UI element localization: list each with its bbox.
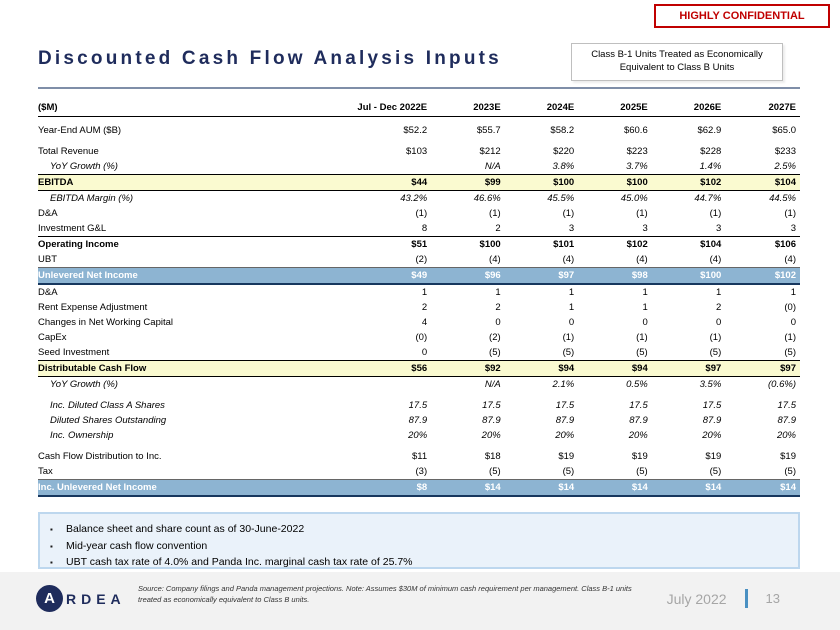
table-row [38,117,800,139]
table-row [38,443,800,464]
page-title: Discounted Cash Flow Analysis Inputs [38,48,502,69]
cell-value: 44.5% [769,193,796,204]
table-row [38,300,800,315]
cell-value: $51 [259,237,431,253]
logo-circle-icon: A [36,585,63,612]
row-label: Operating Income [38,237,259,253]
row-label: Rent Expense Adjustment [38,302,148,313]
cell-value: 17.5 [408,400,428,411]
cell-value: 44.7% [694,193,722,204]
cell-value: $96 [431,268,505,285]
cell-value: (1) [562,208,575,219]
column-header: Jul - Dec 2022E [259,100,431,117]
table-header-row [38,100,800,117]
cell-value: 17.5 [629,400,648,411]
note-item: ▪ Mid-year cash flow convention [66,538,798,555]
cell-value: (1) [784,332,796,343]
row-label: Diluted Shares Outstanding [50,415,167,426]
row-label: Year-End AUM ($B) [38,125,122,136]
cell-value: 0 [715,317,722,328]
cell-value: 0 [790,317,796,328]
cell-value: 1 [421,287,428,298]
title-divider [38,87,800,89]
cell-value: $19 [780,451,796,462]
cell-value: 3.5% [699,379,722,390]
cell-value: (2) [489,332,501,343]
cell-value: $94 [578,361,652,377]
table-body [38,117,800,497]
row-label: YoY Growth (%) [50,161,118,172]
cell-value: (5) [562,347,575,358]
row-label: D&A [38,287,58,298]
cell-value: (5) [489,347,501,358]
cell-value: $14 [578,480,652,497]
cell-value: 3.7% [626,161,648,172]
cell-value: 20% [408,430,428,441]
cell-value: 3 [715,223,722,234]
cell-value: (4) [784,254,796,265]
cell-value: $58.2 [550,125,575,136]
table-row [38,428,800,443]
cell-value: (5) [709,347,722,358]
row-label: CapEx [38,332,67,343]
row-label: Tax [38,466,53,477]
cell-value: $14 [505,480,579,497]
cell-value: 2 [715,302,722,313]
cell-value: 1 [715,287,722,298]
cell-value: $223 [626,146,648,157]
cell-value: (1) [709,332,722,343]
cell-value: 1 [568,302,575,313]
column-header: 2024E [505,100,579,117]
cell-value: (3) [415,466,428,477]
cell-value: 46.6% [473,193,501,204]
cell-value: 45.0% [620,193,648,204]
cell-value: $49 [259,268,431,285]
cell-value: 2 [495,302,501,313]
table-row [38,138,800,159]
cell-value: 20% [776,430,796,441]
dcf-table [38,100,800,497]
cell-value [259,377,431,393]
row-label: EBITDA Margin (%) [50,193,134,204]
footer-right [667,589,780,608]
cell-value [259,159,431,175]
cell-value: (1) [562,332,575,343]
cell-value: 87.9 [629,415,648,426]
page-number: 13 [765,591,780,606]
cell-value: 20% [628,430,648,441]
table-row [38,315,800,330]
row-label: Inc. Unlevered Net Income [38,480,259,497]
cell-value: $99 [431,175,505,191]
column-header: 2023E [431,100,505,117]
cell-value: 17.5 [555,400,575,411]
cell-value: 8 [421,223,428,234]
cell-value: 0 [421,347,428,358]
cell-value: $102 [578,237,652,253]
cell-value: (0) [784,302,796,313]
cell-value: 1.4% [699,161,722,172]
cell-value: 4 [421,317,428,328]
cell-value: (4) [562,254,575,265]
row-label: Distributable Cash Flow [38,361,259,377]
table-row [38,268,800,285]
cell-value: 0 [642,317,648,328]
cell-value: 0.5% [626,379,648,390]
row-label: Total Revenue [38,146,99,157]
cell-value: $19 [558,451,575,462]
notes-box [38,512,800,569]
cell-value: 87.9 [777,415,796,426]
cell-value: $92 [431,361,505,377]
cell-value: 17.5 [702,400,722,411]
table-row [38,480,800,497]
cell-value: $19 [631,451,648,462]
logo-wordmark: RDEA [66,590,126,607]
column-header: 2027E [725,100,800,117]
cell-value: $62.9 [697,125,722,136]
cell-value: $44 [259,175,431,191]
cell-value: $106 [725,237,800,253]
cell-value: 1 [790,287,796,298]
ardea-logo [36,585,126,612]
cell-value: $8 [259,480,431,497]
column-header: 2026E [652,100,726,117]
cell-value: $103 [406,146,428,157]
table-row [38,206,800,221]
cell-value: $14 [652,480,726,497]
cell-value: $228 [700,146,722,157]
row-label: Cash Flow Distribution to Inc. [38,451,162,462]
cell-value: $212 [479,146,501,157]
cell-value: $19 [705,451,722,462]
table-row [38,159,800,175]
cell-value: $100 [652,268,726,285]
cell-value: $100 [431,237,505,253]
cell-value: $18 [484,451,501,462]
confidential-badge: HIGHLY CONFIDENTIAL [654,4,830,28]
cell-value: (1) [489,208,501,219]
footer-divider-bar [745,589,748,608]
cell-value: 2.5% [774,161,796,172]
cell-value: 20% [481,430,501,441]
cell-value: 1 [642,287,648,298]
callout-box: Class B-1 Units Treated as Economically Equivalent to Class B Units [571,43,783,81]
cell-value: (1) [709,208,722,219]
cell-value: 3.8% [552,161,575,172]
cell-value: 0 [495,317,501,328]
cell-value: (5) [784,347,796,358]
row-label: D&A [38,208,58,219]
row-label: YoY Growth (%) [50,379,118,390]
cell-value: $100 [578,175,652,191]
cell-value: 87.9 [555,415,575,426]
cell-value: $97 [652,361,726,377]
table-row [38,175,800,191]
cell-value: 17.5 [777,400,796,411]
cell-value: 2 [495,223,501,234]
footer [0,572,840,630]
cell-value: $94 [505,361,579,377]
cell-value: (0) [415,332,428,343]
cell-value: $220 [553,146,575,157]
cell-value: 43.2% [400,193,428,204]
cell-value: $65.0 [772,125,796,136]
cell-value: 0 [568,317,575,328]
cell-value: $55.7 [476,125,501,136]
note-item: ▪ Balance sheet and share count as of 30-June-2022 [66,521,798,538]
cell-value: $56 [259,361,431,377]
table-row [38,377,800,393]
cell-value: (4) [709,254,722,265]
cell-value: $14 [431,480,505,497]
cell-value: $60.6 [623,125,648,136]
note-item: ▪ UBT cash tax rate of 4.0% and Panda Inc. marginal cash tax rate of 25.7% [66,554,798,571]
table-row [38,392,800,413]
cell-value: (5) [709,466,722,477]
cell-value: N/A [484,161,501,172]
cell-value: (5) [489,466,501,477]
table-row [38,237,800,253]
footer-date: July 2022 [666,590,727,607]
cell-value: 17.5 [482,400,501,411]
cell-value: (1) [784,208,796,219]
cell-value: (1) [636,332,648,343]
source-note: Source: Company filings and Panda management projections. Note: Assumes $30M of minimum cash requirement per management. Class B-1 units treated as economically equivalent to Class B units. [138,584,632,605]
cell-value: $11 [411,451,428,462]
cell-value: (5) [562,466,575,477]
table-row [38,284,800,300]
cell-value: $102 [652,175,726,191]
cell-value: $98 [578,268,652,285]
table-row [38,361,800,377]
cell-value: $100 [505,175,579,191]
column-header: 2025E [578,100,652,117]
row-label: Investment G&L [38,223,107,234]
cell-value: 1 [642,302,648,313]
cell-value: (1) [415,208,428,219]
row-label: EBITDA [38,175,259,191]
row-label: Inc. Ownership [50,430,114,441]
cell-value: 20% [555,430,575,441]
cell-value: 87.9 [482,415,501,426]
cell-value: 3 [790,223,796,234]
cell-value: 2.1% [552,379,575,390]
cell-value: $104 [725,175,800,191]
cell-value: (2) [415,254,428,265]
row-label: Inc. Diluted Class A Shares [50,400,165,411]
cell-value: $14 [725,480,800,497]
table-row [38,221,800,237]
cell-value: 1 [568,287,575,298]
table-row [38,330,800,345]
cell-value: (5) [636,347,648,358]
cell-value: 3 [568,223,575,234]
notes-list [40,521,798,571]
table-row [38,191,800,207]
table-row [38,345,800,361]
cell-value: (5) [636,466,648,477]
cell-value: (4) [636,254,648,265]
cell-value: (5) [784,466,796,477]
cell-value: (4) [489,254,501,265]
row-label: Seed Investment [38,347,110,358]
cell-value: $233 [774,146,796,157]
cell-value: N/A [484,379,501,390]
cell-value: 3 [642,223,648,234]
table-row [38,464,800,480]
table-row [38,413,800,428]
cell-value: 87.9 [702,415,722,426]
cell-value: 45.5% [547,193,575,204]
row-label: Changes in Net Working Capital [38,317,174,328]
cell-value: $101 [505,237,579,253]
cell-value: $104 [652,237,726,253]
cell-value: (0.6%) [768,379,796,390]
column-header: ($M) [38,100,259,117]
table-row [38,252,800,268]
cell-value: $102 [725,268,800,285]
row-label: Unlevered Net Income [38,268,259,285]
cell-value: 20% [702,430,722,441]
cell-value: 2 [421,302,428,313]
cell-value: $97 [505,268,579,285]
row-label: UBT [38,254,57,265]
cell-value: (1) [636,208,648,219]
cell-value: $97 [725,361,800,377]
cell-value: $52.2 [403,125,428,136]
cell-value: 1 [495,287,501,298]
cell-value: 87.9 [408,415,428,426]
